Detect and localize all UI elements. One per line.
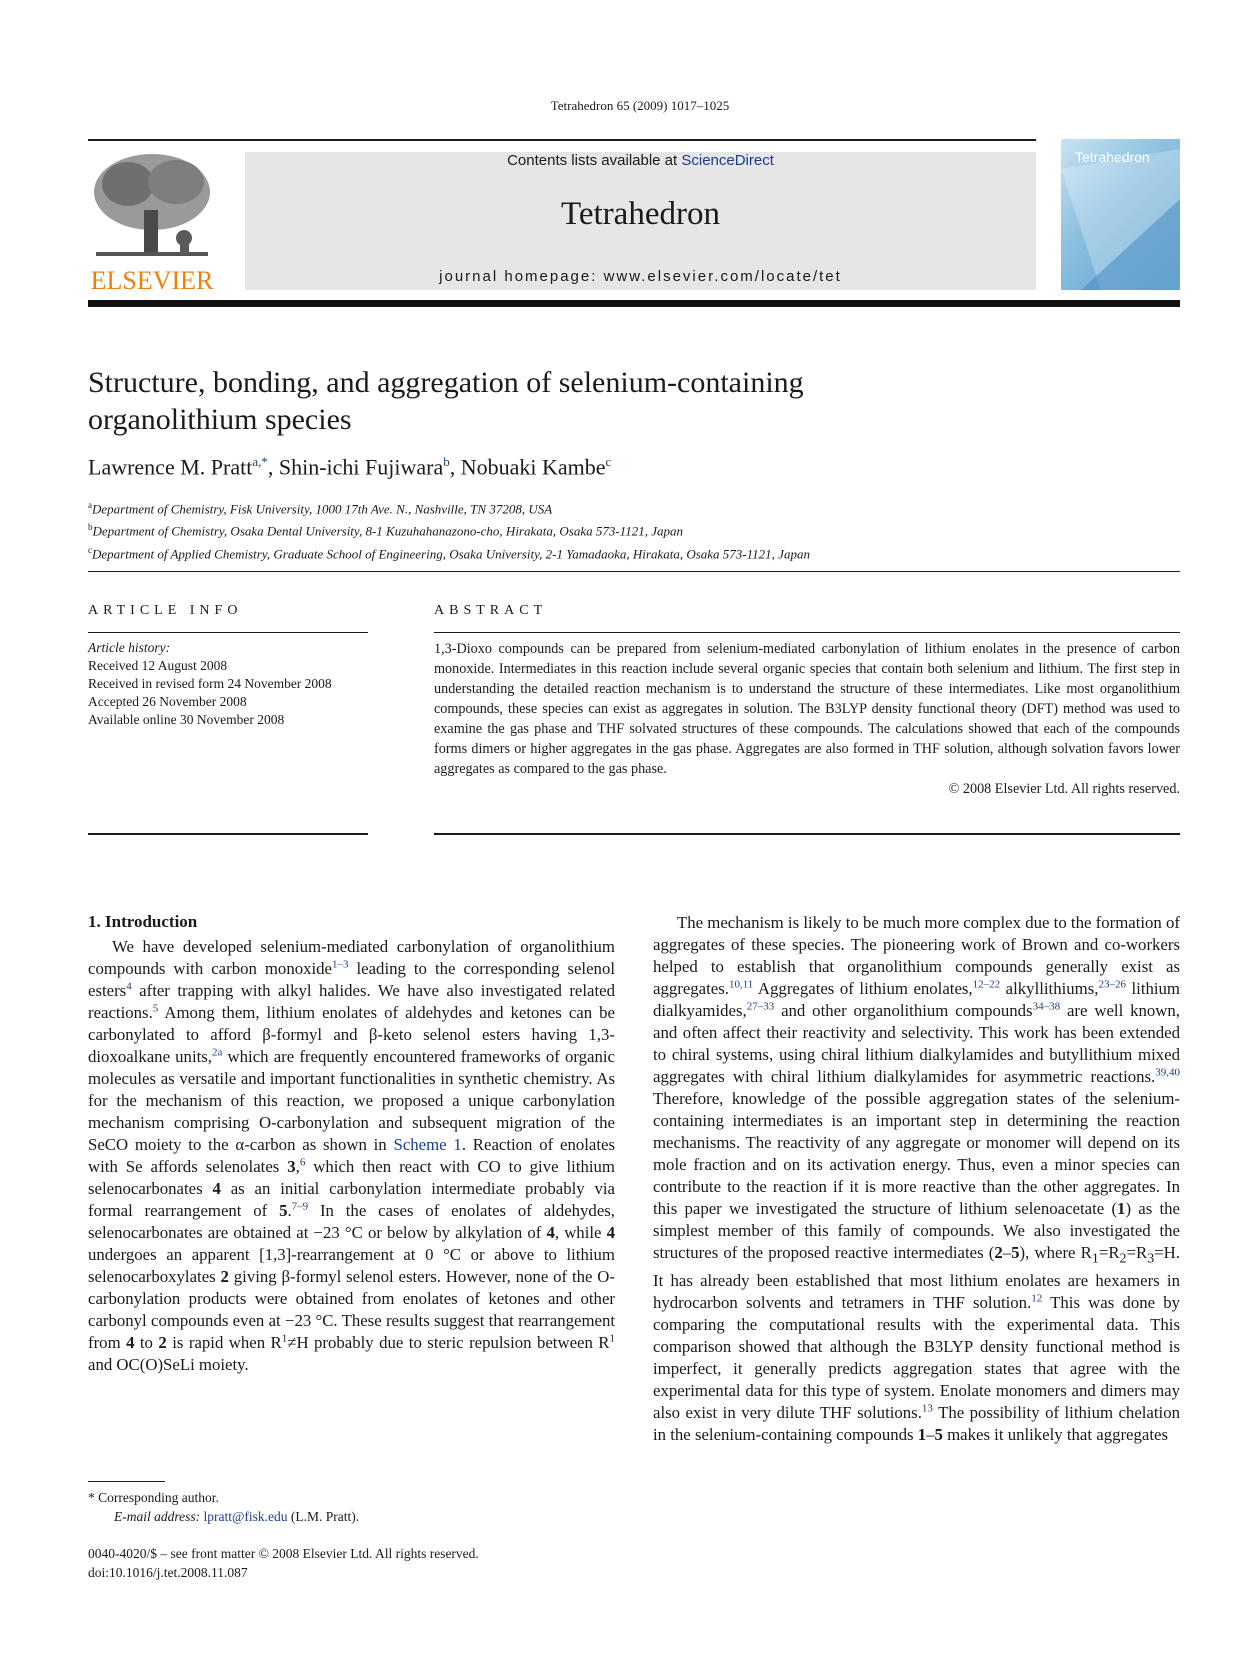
abstract-bottom-rule — [434, 833, 1180, 835]
received-date: Received 12 August 2008 — [88, 658, 228, 673]
introduction-heading: 1. Introduction — [88, 912, 198, 931]
tree-logo-icon — [88, 150, 216, 266]
body-column-right — [653, 912, 1180, 1446]
author-name: Shin-ichi Fujiwara — [278, 454, 444, 480]
section-rule — [88, 571, 1180, 572]
title-line-2: organolithium species — [88, 403, 352, 436]
abstract-copyright: © 2008 Elsevier Ltd. All rights reserved. — [948, 781, 1180, 797]
footnote — [88, 1488, 359, 1526]
email-link[interactable]: lpratt@fisk.edu — [203, 1509, 288, 1524]
journal-homepage[interactable]: journal homepage: www.elsevier.com/locate/tet — [439, 268, 842, 285]
online-date: Available online 30 November 2008 — [88, 712, 285, 727]
history-label: Article history: — [88, 640, 171, 655]
footnote-rule — [88, 1481, 165, 1482]
abstract-heading: ABSTRACT — [434, 603, 548, 618]
abstract-body — [434, 639, 1180, 799]
cover-title: Tetrahedron — [1075, 149, 1150, 165]
contents-line — [245, 152, 1036, 169]
title-line-1: Structure, bonding, and aggregation of selenium-containing — [88, 366, 804, 399]
affiliation: $^c$Department of Applied Chemistry, Graduate School of Engineering, Osaka University, 2-1 Yamadaoka, Hirakata, Osaka 573-1121, Japan — [88, 544, 810, 561]
top-rule — [88, 139, 1036, 141]
corresponding-author-note: * Corresponding author. — [88, 1490, 219, 1505]
author-marks[interactable]: c — [605, 454, 612, 469]
email-label: E-mail address: — [114, 1509, 204, 1524]
affiliations — [88, 496, 810, 563]
author-marks[interactable]: b — [443, 454, 450, 469]
abstract-text: 1,3-Dioxo compounds can be prepared from selenium-mediated carbonylation of lithium enolates in the presence of carbon monoxide. Intermediates in this reaction include several organic species that contain both selenium and lithium. The first step in understanding the detailed reaction mechanism is to understand the structure of these intermediates. Like most organolithium compounds, these species can exist as aggregates in solution. The B3LYP density functional theory (DFT) method was used to examine the gas phase and THF solvated structures of these compounds. The calculations showed that each of the compounds forms dimers or higher aggregates in the gas phase. Aggregates are also formed in THF solution, although solvation favors lower aggregates as compared to the gas phase. — [434, 641, 1180, 777]
paragraph: We have developed selenium-mediated carbonylation of organolithium compounds with carbon monoxide$^{1-3}$ leading to the corresponding selenol esters$^4$ after trapping with alkyl halides. We have also investigated related reactions.$^5$ Among them, lithium enolates of aldehydes and ketones can be carbonylated to afford β-formyl and β-keto selenol esters having 1,3-dioxoalkane units,$^{2a}$ which are frequently encountered frameworks of organic molecules as versatile and important functionalities in synthetic chemistry. As for the mechanism of this reaction, we proposed a unique carbonylation mechanism comprising O-carbonylation and subsequent migration of the SeCO moiety to the α-carbon as shown in Scheme 1. Reaction of enolates with Se affords selenolates 3,$^6$ which then react with CO to give lithium selenocarbonates 4 as an initial carbonylation intermediate probably via formal rearrangement of 5.$^{7-9}$ In the cases of enolates of aldehydes, selenocarbonates are obtained at −23 °C or below by alkylation of 4, while 4 undergoes an apparent [1,3]-rearrangement at 0 °C or above to lithium selenocarboxylates 2 giving β-formyl selenol esters. However, none of the O-carbonylation products were obtained from enolates of ketones and other carbonyl compounds even at −23 °C. These results suggest that rearrangement from 4 to 2 is rapid when $R^1\ne H$ probably due to steric repulsion between $R^1$ and OC(O)SeLi moiety. — [88, 937, 616, 1374]
info-rule — [88, 632, 368, 633]
affiliation: $^b$Department of Chemistry, Osaka Dental University, 8-1 Kuzuhahanazono-cho, Hirakata, Osaka 573-1121, Japan — [88, 522, 683, 539]
journal-name: Tetrahedron — [561, 196, 720, 232]
sciencedirect-link[interactable]: ScienceDirect — [681, 152, 774, 169]
body-column-left — [88, 936, 615, 1376]
publisher-name: ELSEVIER — [90, 266, 214, 295]
contents-prefix: Contents lists available at — [507, 152, 682, 169]
article-history — [88, 639, 332, 729]
revised-date: Received in revised form 24 November 2008 — [88, 676, 332, 691]
doi-line[interactable]: doi:10.1016/j.tet.2008.11.087 — [88, 1565, 248, 1580]
author-name: Lawrence M. Pratt — [88, 454, 253, 480]
bottom-info — [88, 1544, 479, 1582]
affiliation: $^a$Department of Chemistry, Fisk University, 1000 17th Ave. N., Nashville, TN 37208, USA — [88, 500, 553, 517]
author-marks[interactable]: a,* — [252, 454, 268, 469]
article-title — [88, 364, 988, 438]
issn-line: 0040-4020/$ – see front matter © 2008 Elsevier Ltd. All rights reserved. — [88, 1546, 479, 1561]
journal-cover-thumbnail — [1061, 139, 1180, 290]
info-bottom-rule — [88, 833, 368, 835]
accepted-date: Accepted 26 November 2008 — [88, 694, 247, 709]
journal-reference: Tetrahedron 65 (2009) 1017–1025 — [550, 98, 730, 113]
article-info-heading: ARTICLE INFO — [88, 603, 243, 618]
abstract-rule — [434, 632, 1180, 633]
header-thick-rule — [88, 300, 1180, 307]
author-name: Nobuaki Kambe — [460, 454, 606, 480]
email-suffix: (L.M. Pratt). — [287, 1509, 360, 1524]
paragraph: The mechanism is likely to be much more complex due to the formation of aggregates of these species. The pioneering work of Brown and co-workers helped to establish that organolithium compounds generally exist as aggregates.$^{10,11}$ Aggregates of lithium enolates,$^{12-22}$ alkyllithiums,$^{23-26}$ lithium dialkyamides,$^{27-33}$ and other organolithium compounds$^{34-38}$ are well known, and often affect their reactivity and selectivity. This work has been extended to chiral systems, using chiral lithium dialkylamides and butyllithium mixed aggregates with chiral lithium dialkylamides for asymmetric reactions.$^{39,40}$ Therefore, knowledge of the possible aggregation states of the selenium-containing intermediates is an important step in determining the reaction mechanisms. The reactivity of any aggregate or monomer will depend on its mole fraction and on its activation energy. Thus, even a minor species can contribute to the reaction if it is more reactive than the other aggregates. In this paper we investigated the structure of lithium selenoacetate (1) as the simplest member of this family of compounds. We also investigated the structures of the proposed reactive intermediates (2–5), where $R_1=R_2=R_3=H$. It has already been established that most lithium enolates are hexamers in hydrocarbon solvents and tetramers in THF solution.$^{12}$ This was done by comparing the computational results with the experimental data. This comparison showed that although the B3LYP density functional method is imperfect, it generally predicts aggregation states that agree with the experimental data for this type of system. Enolate monomers and dimers may also exist in very dilute THF solutions.$^{13}$ The possibility of lithium chelation in the selenium-containing compounds 1–5 makes it unlikely that aggregates — [653, 913, 1181, 1445]
author-list: Lawrence M. Pratt$^{a,*}$, Shin-ichi Fujiwara$^b$, Nobuaki Kambe$^c$ — [88, 454, 612, 480]
